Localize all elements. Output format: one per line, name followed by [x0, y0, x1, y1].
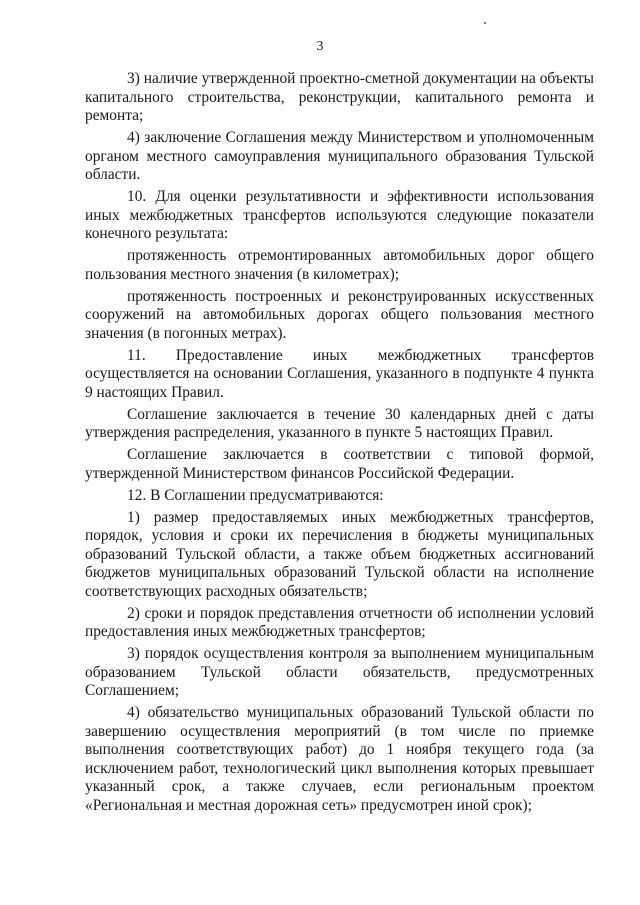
paragraph-clause-10: 10. Для оценки результативности и эффективности использования иных межбюджетных трансфертов используются следующие показатели конечного результата:: [85, 188, 594, 242]
paragraph-clause-11: 11. Предоставление иных межбюджетных трансфертов осуществляется на основании Соглашения, указанного в подпункте 4 пункта 9 настоящих Правил.: [85, 346, 594, 401]
paragraph-indicator-roads: протяженность отремонтированных автомобильных дорог общего пользования местного значения (в километрах);: [85, 247, 594, 283]
paragraph-indicator-structures: протяженность построенных и реконструированных искусственных сооружений на автомобильных дорогах общего пользования местного значения (в погонных метрах).: [85, 287, 594, 342]
paragraph-sub-4: 4) обязательство муниципальных образований Тульской области по завершению осуществления мероприятий (в том числе по приемке выполнения соответствующих работ) до 1 ноября текущего года (за исключением работ, технологический цикл выполнения которых превышает указанный срок, а также случаев, если региональным проектом «Региональная и местная дорожная сеть» предусмотрен иной срок);: [85, 704, 594, 814]
paragraph-clause-12: 12. В Соглашении предусматриваются:: [127, 486, 384, 504]
scan-speck: [484, 22, 486, 24]
paragraph-agreement-form: Соглашение заключается в соответствии с типовой формой, утвержденной Министерством финансов Российской Федерации.: [85, 446, 594, 482]
paragraph-agreement-term: Соглашение заключается в течение 30 календарных дней с даты утверждения распределения, указанного в пункте 5 настоящих Правил.: [85, 405, 594, 441]
paragraph-sub-2: 2) сроки и порядок представления отчетности об исполнении условий предоставления иных межбюджетных трансфертов;: [85, 604, 594, 640]
paragraph-item-4: 4) заключение Соглашения между Министерством и уполномоченным органом местного самоуправления муниципального образования Тульской области.: [85, 129, 594, 183]
document-body: [85, 70, 594, 819]
page-number: 3: [316, 39, 324, 54]
paragraph-sub-1: 1) размер предоставляемых иных межбюджетных трансфертов, порядок, условия и сроки их перечисления в бюджеты муниципальных образований Тульской области, а также объем бюджетных ассигнований бюджетов муниципальных образований Тульской области на исполнение соответствующих расходных обязательств;: [85, 508, 594, 600]
paragraph-item-3: 3) наличие утвержденной проектно-сметной документации на объекты капитального строительства, реконструкции, капитального ремонта и ремонта;: [85, 70, 594, 124]
paragraph-sub-3: 3) порядок осуществления контроля за выполнением муниципальным образованием Тульской области обязательств, предусмотренных Соглашением;: [85, 645, 594, 699]
